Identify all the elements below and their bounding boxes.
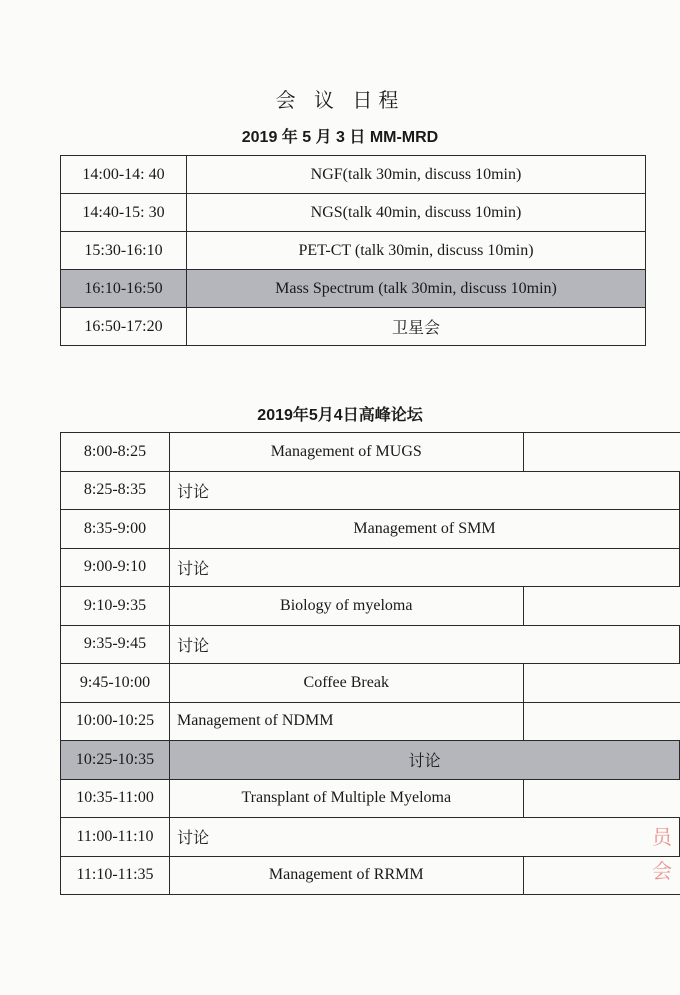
day1-schedule-table: [60, 155, 646, 346]
time-cell: 14:40-15: 30: [61, 194, 187, 232]
time-cell: 16:10-16:50: [61, 270, 187, 308]
day2-heading: 2019年5月4日高峰论坛: [257, 407, 423, 424]
table-row: [61, 194, 646, 232]
time-cell: 8:25-8:35: [61, 471, 170, 510]
time-cell: 9:10-9:35: [61, 587, 170, 626]
topic-cell: Management of SMM: [170, 510, 680, 549]
table-row: [61, 818, 680, 857]
time-cell: 9:35-9:45: [61, 625, 170, 664]
table-row: [61, 702, 680, 741]
table-row: [61, 156, 646, 194]
table-row: [61, 625, 680, 664]
red-seal-stamp: 员会: [652, 825, 672, 883]
table-row: [61, 510, 680, 549]
table-row: [61, 664, 680, 703]
table-row: [61, 856, 680, 895]
topic-cell: Management of RRMM: [170, 856, 524, 895]
table-row-highlighted: [61, 270, 646, 308]
time-cell: 8:00-8:25: [61, 433, 170, 472]
time-cell: 10:25-10:35: [61, 741, 170, 780]
time-cell: 11:10-11:35: [61, 856, 170, 895]
topic-cell: Biology of myeloma: [170, 587, 524, 626]
time-cell: 10:00-10:25: [61, 702, 170, 741]
topic-cell: 讨论: [170, 471, 680, 510]
time-cell: 14:00-14: 40: [61, 156, 187, 194]
empty-cell: [523, 587, 680, 626]
topic-cell: NGF(talk 30min, discuss 10min): [187, 156, 646, 194]
table-row: [61, 587, 680, 626]
table-row: [61, 779, 680, 818]
day1-heading: 2019 年 5 月 3 日 MM-MRD: [241, 129, 439, 146]
topic-cell: 讨论: [170, 548, 680, 587]
topic-cell: 讨论: [170, 818, 680, 857]
topic-cell: Management of NDMM: [170, 702, 524, 741]
topic-cell: 讨论: [170, 625, 680, 664]
topic-cell: 卫星会: [187, 308, 646, 346]
time-cell: 8:35-9:00: [61, 510, 170, 549]
topic-cell: Management of MUGS: [170, 433, 524, 472]
topic-cell: PET-CT (talk 30min, discuss 10min): [187, 232, 646, 270]
day2-schedule-table: [60, 432, 680, 895]
topic-cell: Mass Spectrum (talk 30min, discuss 10min): [187, 270, 646, 308]
table-row-highlighted: [61, 741, 680, 780]
table-row: [61, 433, 680, 472]
topic-cell: 讨论: [170, 741, 680, 780]
time-cell: 9:45-10:00: [61, 664, 170, 703]
time-cell: 16:50-17:20: [61, 308, 187, 346]
table-row: [61, 232, 646, 270]
time-cell: 10:35-11:00: [61, 779, 170, 818]
empty-cell: [523, 433, 680, 472]
topic-cell: Transplant of Multiple Myeloma: [170, 779, 524, 818]
table-row: [61, 471, 680, 510]
time-cell: 15:30-16:10: [61, 232, 187, 270]
time-cell: 9:00-9:10: [61, 548, 170, 587]
empty-cell: [523, 702, 680, 741]
empty-cell: [523, 779, 680, 818]
empty-cell: [523, 664, 680, 703]
table-row: [61, 548, 680, 587]
topic-cell: Coffee Break: [170, 664, 524, 703]
topic-cell: NGS(talk 40min, discuss 10min): [187, 194, 646, 232]
page-title: 会 议 日程: [275, 88, 405, 112]
time-cell: 11:00-11:10: [61, 818, 170, 857]
table-row: [61, 308, 646, 346]
